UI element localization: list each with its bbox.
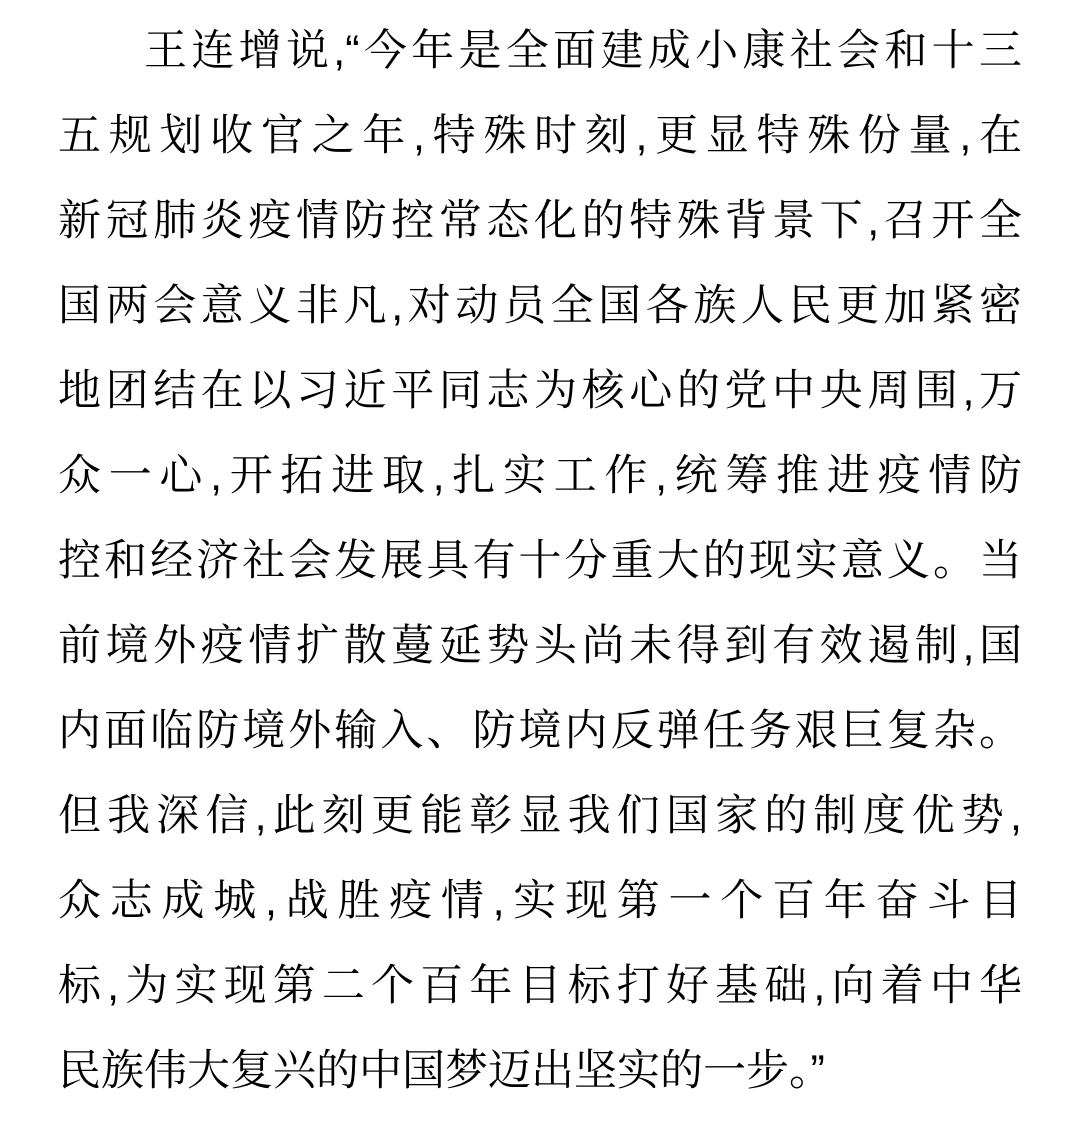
text-line-2: 五规划收官之年,特殊时刻,更显特殊份量,在	[58, 112, 1022, 160]
text-line-6: 众一心,开拓进取,扎实工作,统筹推进疫情防	[58, 452, 1022, 500]
text-line-12: 标,为实现第二个百年目标打好基础,向着中华	[58, 962, 1022, 1010]
text-line-11: 众志成城,战胜疫情,实现第一个百年奋斗目	[58, 877, 1022, 925]
text-line-5: 地团结在以习近平同志为核心的党中央周围,万	[58, 367, 1022, 415]
text-line-3: 新冠肺炎疫情防控常态化的特殊背景下,召开全	[58, 197, 1022, 245]
text-line-8: 前境外疫情扩散蔓延势头尚未得到有效遏制,国	[58, 622, 1022, 670]
text-line-10: 但我深信,此刻更能彰显我们国家的制度优势,	[58, 792, 1022, 840]
text-line-1: 王连增说,“今年是全面建成小康社会和十三	[144, 27, 1022, 75]
text-line-4: 国两会意义非凡,对动员全国各族人民更加紧密	[58, 282, 1022, 330]
text-line-13: 民族伟大复兴的中国梦迈出坚实的一步。”	[58, 1047, 825, 1095]
text-line-7: 控和经济社会发展具有十分重大的现实意义。当	[58, 537, 1022, 585]
text-line-9: 内面临防境外输入、防境内反弹任务艰巨复杂。	[58, 707, 1022, 755]
article-paragraph	[58, 9, 1022, 1114]
